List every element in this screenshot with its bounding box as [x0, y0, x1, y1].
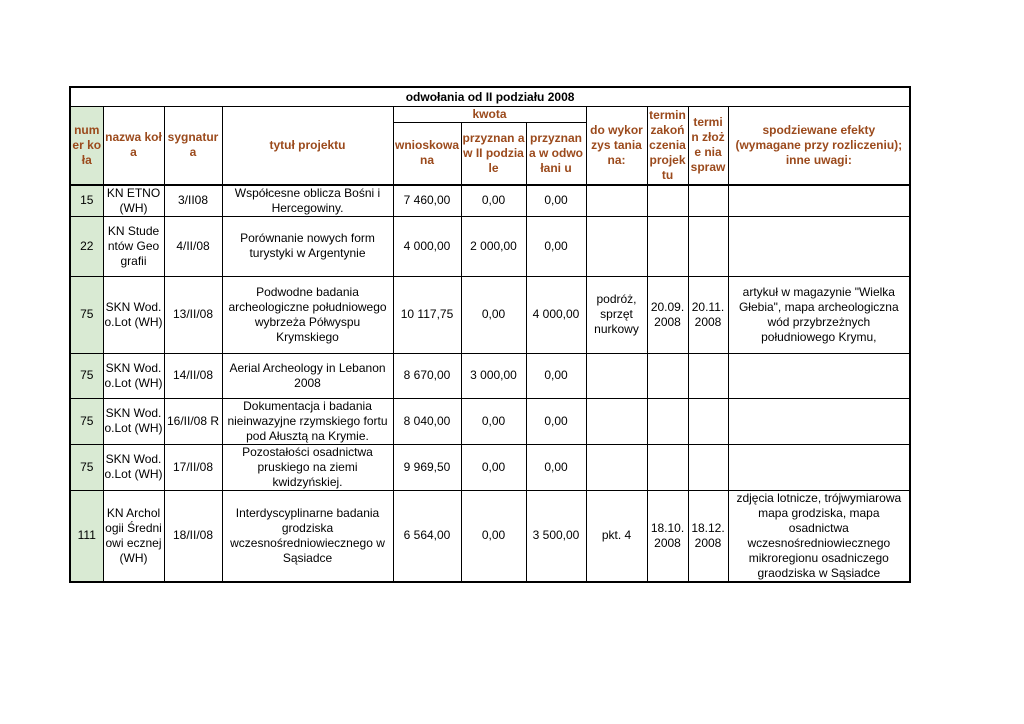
row-sygnatura: 18/II/08: [164, 490, 222, 582]
row-termin-zlozenia: [688, 444, 728, 490]
row-efekty: [728, 185, 910, 217]
row-sygnatura: 16/II/08 R: [164, 398, 222, 444]
row-sygnatura: 14/II/08: [164, 353, 222, 398]
header-termin-zakonczenia: termin zakoń czenia projek tu: [647, 107, 688, 185]
row-wnioskowana: 8 670,00: [393, 353, 461, 398]
row-sygnatura: 4/II/08: [164, 216, 222, 276]
row-termin-zakonczenia: [647, 398, 688, 444]
row-wykorzystanie: [586, 398, 647, 444]
header-efekty: spodziewane efekty (wymagane przy rozliczeniu); inne uwagi:: [728, 107, 910, 185]
row-efekty: [728, 353, 910, 398]
header-tytul: tytuł projektu: [222, 107, 393, 185]
row-wnioskowana: 6 564,00: [393, 490, 461, 582]
header-kwota: kwota: [393, 107, 586, 123]
row-wykorzystanie: [586, 353, 647, 398]
row-tytul: Aerial Archeology in Lebanon 2008: [222, 353, 393, 398]
row-przyznana: 0,00: [461, 185, 526, 217]
header-do-wykorzystania: do wykorzys tania na:: [586, 107, 647, 185]
row-przyznana: 0,00: [461, 490, 526, 582]
row-przyznana: 3 000,00: [461, 353, 526, 398]
row-termin-zakonczenia: 18.10. 2008: [647, 490, 688, 582]
row-tytul: Dokumentacja i badania nieinwazyjne rzymskiego fortu pod Ałusztą na Krymie.: [222, 398, 393, 444]
row-przyznana: 0,00: [461, 276, 526, 353]
sheet-title: odwołania od II podziału 2008: [70, 87, 910, 107]
row-tytul: Podwodne badania archeologiczne południowego wybrzeża Półwyspu Krymskiego: [222, 276, 393, 353]
header-termin-zlozenia: termi n złoże nia spraw: [688, 107, 728, 185]
header-odwolanie: przyznan a w odwołani u: [526, 123, 586, 185]
row-odwolanie: 0,00: [526, 216, 586, 276]
row-wnioskowana: 8 040,00: [393, 398, 461, 444]
row-efekty: [728, 216, 910, 276]
header-wnioskowana: wnioskowa na: [393, 123, 461, 185]
row-odwolanie: 4 000,00: [526, 276, 586, 353]
row-odwolanie: 0,00: [526, 398, 586, 444]
row-przyznana: 0,00: [461, 398, 526, 444]
row-wykorzystanie: [586, 185, 647, 217]
row-nazwa: SKN Wod.o.Lot (WH): [103, 398, 164, 444]
row-wnioskowana: 7 460,00: [393, 185, 461, 217]
row-wykorzystanie: [586, 216, 647, 276]
row-wykorzystanie: pkt. 4: [586, 490, 647, 582]
row-termin-zakonczenia: [647, 185, 688, 217]
row-odwolanie: 0,00: [526, 353, 586, 398]
row-termin-zlozenia: [688, 185, 728, 217]
row-termin-zakonczenia: [647, 444, 688, 490]
row-wykorzystanie: [586, 444, 647, 490]
header-sygnatura: sygnatur a: [164, 107, 222, 185]
row-termin-zlozenia: [688, 216, 728, 276]
row-odwolanie: 0,00: [526, 185, 586, 217]
row-tytul: Pozostałości osadnictwa pruskiego na ziemi kwidzyńskiej.: [222, 444, 393, 490]
row-przyznana: 2 000,00: [461, 216, 526, 276]
row-nazwa: SKN Wod.o.Lot (WH): [103, 353, 164, 398]
row-wnioskowana: 10 117,75: [393, 276, 461, 353]
row-termin-zlozenia: 18.12. 2008: [688, 490, 728, 582]
row-num: 75: [70, 276, 103, 353]
row-num: 75: [70, 353, 103, 398]
row-num: 111: [70, 490, 103, 582]
header-numer: num er koła: [70, 107, 103, 185]
row-przyznana: 0,00: [461, 444, 526, 490]
row-sygnatura: 13/II/08: [164, 276, 222, 353]
header-nazwa: nazwa koła: [103, 107, 164, 185]
row-nazwa: KN Archologii Średniowi ecznej (WH): [103, 490, 164, 582]
row-tytul: Interdyscyplinarne badania grodziska wczesnośredniowiecznego w Sąsiadce: [222, 490, 393, 582]
row-sygnatura: 3/II08: [164, 185, 222, 217]
row-nazwa: KN Studentów Geografii: [103, 216, 164, 276]
row-wykorzystanie: podróż, sprzęt nurkowy: [586, 276, 647, 353]
row-tytul: Współcesne oblicza Bośni i Hercegowiny.: [222, 185, 393, 217]
appeals-table: [69, 86, 911, 583]
row-tytul: Porównanie nowych form turystyki w Argentynie: [222, 216, 393, 276]
row-termin-zlozenia: [688, 353, 728, 398]
row-odwolanie: 0,00: [526, 444, 586, 490]
row-termin-zlozenia: 20.11. 2008: [688, 276, 728, 353]
row-termin-zakonczenia: 20.09. 2008: [647, 276, 688, 353]
row-termin-zakonczenia: [647, 353, 688, 398]
row-wnioskowana: 4 000,00: [393, 216, 461, 276]
row-num: 22: [70, 216, 103, 276]
row-num: 15: [70, 185, 103, 217]
row-efekty: zdjęcia lotnicze, trójwymiarowa mapa grodziska, mapa osadnictwa wczesnośredniowiecznego mikroregionu osadniczego graodziska w Sąsiadce: [728, 490, 910, 582]
header-przyznana: przyznan a w II podziale: [461, 123, 526, 185]
row-efekty: [728, 444, 910, 490]
row-sygnatura: 17/II/08: [164, 444, 222, 490]
row-efekty: [728, 398, 910, 444]
row-wnioskowana: 9 969,50: [393, 444, 461, 490]
row-nazwa: SKN Wod.o.Lot (WH): [103, 276, 164, 353]
row-efekty: artykuł w magazynie "Wielka Głebia", mapa archeologiczna wód przybrzeżnych południowego Krymu,: [728, 276, 910, 353]
row-termin-zakonczenia: [647, 216, 688, 276]
row-nazwa: KN ETNO (WH): [103, 185, 164, 217]
row-odwolanie: 3 500,00: [526, 490, 586, 582]
row-termin-zlozenia: [688, 398, 728, 444]
row-nazwa: SKN Wod.o.Lot (WH): [103, 444, 164, 490]
row-num: 75: [70, 398, 103, 444]
row-num: 75: [70, 444, 103, 490]
